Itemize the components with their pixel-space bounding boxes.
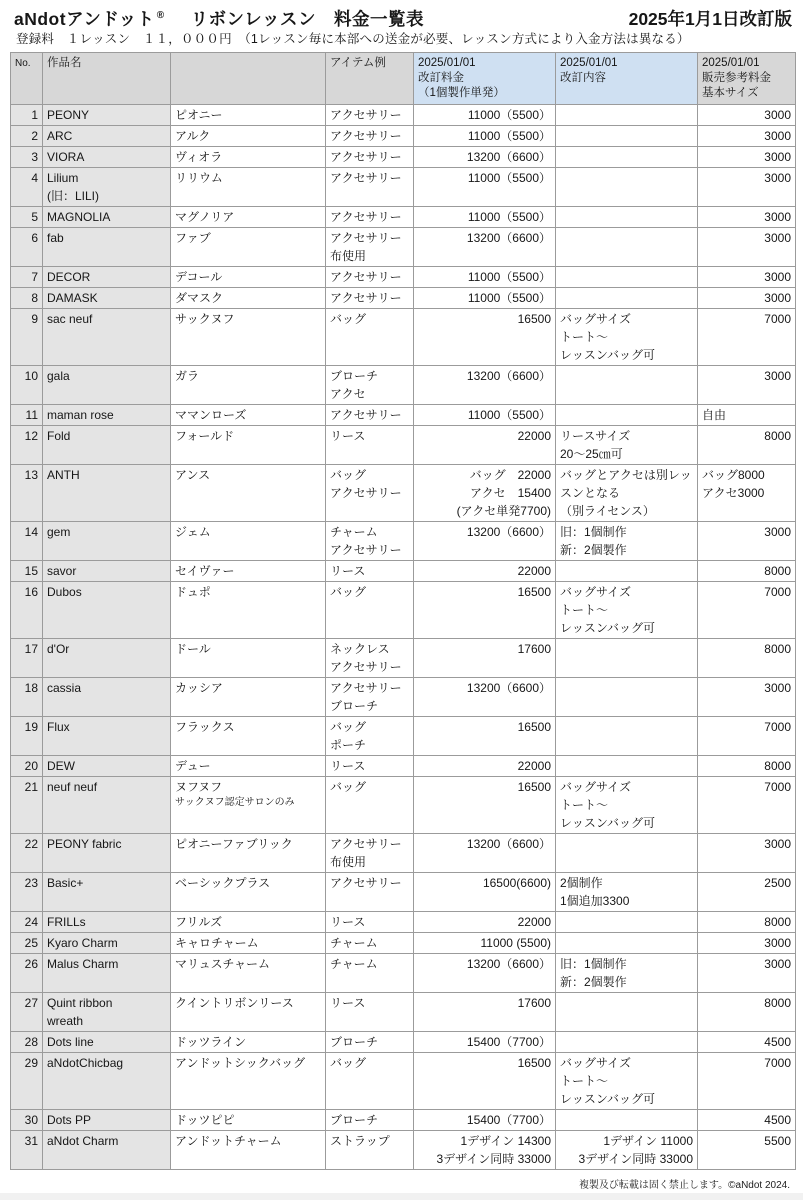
work-name-kana: セイヴァー — [171, 561, 326, 582]
revised-price: 11000（5500） — [414, 207, 556, 228]
revised-price: 11000 (5500) — [414, 933, 556, 954]
reference-price: 自由 — [698, 405, 796, 426]
work-name: maman rose — [43, 405, 171, 426]
work-name: Dots line — [43, 1032, 171, 1053]
row-number: 3 — [11, 147, 43, 168]
item-example: リース — [326, 912, 414, 933]
work-name-kana: ドール — [171, 639, 326, 678]
revision-content — [556, 126, 698, 147]
reference-price: 3000 — [698, 126, 796, 147]
revision-content — [556, 933, 698, 954]
copyright-note: 複製及び転載は固く禁止します。©aNdot 2024. — [578, 1180, 790, 1191]
row-number: 23 — [11, 873, 43, 912]
work-name-kana: リリウム — [171, 168, 326, 207]
work-name: Quint ribbon wreath — [43, 993, 171, 1032]
reference-price: 3000 — [698, 105, 796, 126]
reference-price: 8000 — [698, 912, 796, 933]
table-row — [11, 105, 796, 126]
item-example: バッグ ポーチ — [326, 717, 414, 756]
work-name: DEW — [43, 756, 171, 777]
row-number: 9 — [11, 309, 43, 366]
row-number: 14 — [11, 522, 43, 561]
revised-price: 13200（6600） — [414, 228, 556, 267]
col-header-no-label: No. — [15, 58, 31, 69]
work-name-kana: マグノリア — [171, 207, 326, 228]
revised-price: 15400（7700） — [414, 1110, 556, 1131]
revision-content — [556, 168, 698, 207]
reference-price: 7000 — [698, 777, 796, 834]
table-row — [11, 561, 796, 582]
revised-price: 15400（7700） — [414, 1032, 556, 1053]
reference-price: 8000 — [698, 639, 796, 678]
revised-price: 13200（6600） — [414, 954, 556, 993]
work-name-kana: ガラ — [171, 366, 326, 405]
row-number: 4 — [11, 168, 43, 207]
col-header-work-name — [43, 53, 171, 105]
revised-price: 16500 — [414, 309, 556, 366]
table-row — [11, 873, 796, 912]
work-name: d'Or — [43, 639, 171, 678]
reference-price: 3000 — [698, 168, 796, 207]
work-name-kana: キャロチャーム — [171, 933, 326, 954]
work-name: neuf neuf — [43, 777, 171, 834]
work-name-kana: ドッツピピ — [171, 1110, 326, 1131]
table-row — [11, 366, 796, 405]
revision-content: 1デザイン 11000 3デザイン同時 33000 — [556, 1131, 698, 1170]
work-name-kana: ママンローズ — [171, 405, 326, 426]
revised-price: 13200（6600） — [414, 366, 556, 405]
table-row — [11, 678, 796, 717]
item-example: アクセサリー — [326, 873, 414, 912]
reference-price: 3000 — [698, 933, 796, 954]
table-row — [11, 639, 796, 678]
revised-price: 22000 — [414, 561, 556, 582]
revision-content — [556, 366, 698, 405]
work-name-kana: ヴィオラ — [171, 147, 326, 168]
revised-price: 11000（5500） — [414, 288, 556, 309]
row-number: 18 — [11, 678, 43, 717]
revision-content: バッグサイズ トート～ レッスンバッグ可 — [556, 582, 698, 639]
reference-price: 8000 — [698, 561, 796, 582]
row-number: 26 — [11, 954, 43, 993]
reference-price: 3000 — [698, 678, 796, 717]
work-name: Malus Charm — [43, 954, 171, 993]
work-name: cassia — [43, 678, 171, 717]
col-header-work-name-kana — [171, 53, 326, 105]
revision-content — [556, 639, 698, 678]
work-name-kana: ベーシックプラス — [171, 873, 326, 912]
table-row — [11, 777, 796, 834]
work-name: PEONY — [43, 105, 171, 126]
row-number: 28 — [11, 1032, 43, 1053]
reference-price: 2500 — [698, 873, 796, 912]
work-name-kana: デュー — [171, 756, 326, 777]
row-number: 2 — [11, 126, 43, 147]
work-name-kana: アンドットシックバッグ — [171, 1053, 326, 1110]
item-example: リース — [326, 561, 414, 582]
item-example: アクセサリー — [326, 105, 414, 126]
revision-content — [556, 834, 698, 873]
table-row — [11, 993, 796, 1032]
price-table-body — [11, 105, 796, 1170]
reference-price: 3000 — [698, 522, 796, 561]
revision-content — [556, 678, 698, 717]
item-example: アクセサリー — [326, 147, 414, 168]
revision-content — [556, 228, 698, 267]
work-name: Dots PP — [43, 1110, 171, 1131]
reference-price: 8000 — [698, 756, 796, 777]
revision-content: 2個制作 1個追加3300 — [556, 873, 698, 912]
col-header-reference-price — [698, 53, 796, 105]
reference-price: 7000 — [698, 309, 796, 366]
registered-trademark-icon: ® — [156, 10, 165, 22]
revision-content — [556, 288, 698, 309]
item-example: アクセサリー ブローチ — [326, 678, 414, 717]
work-name-kana: デコール — [171, 267, 326, 288]
work-name-kana: ダマスク — [171, 288, 326, 309]
item-example: チャーム — [326, 933, 414, 954]
row-number: 20 — [11, 756, 43, 777]
row-number: 22 — [11, 834, 43, 873]
reference-price: バッグ8000 アクセ3000 — [698, 465, 796, 522]
work-name: aNdot Charm — [43, 1131, 171, 1170]
table-row — [11, 126, 796, 147]
col-header-revised-price-sub: （1個製作単発） — [418, 87, 505, 99]
work-name: Basic+ — [43, 873, 171, 912]
work-name: DAMASK — [43, 288, 171, 309]
row-number: 17 — [11, 639, 43, 678]
row-number: 30 — [11, 1110, 43, 1131]
row-number: 6 — [11, 228, 43, 267]
work-name-kana: フラックス — [171, 717, 326, 756]
document-header — [14, 6, 792, 31]
reference-price: 3000 — [698, 366, 796, 405]
table-row — [11, 1053, 796, 1110]
work-name-kana: ファブ — [171, 228, 326, 267]
work-name: Kyaro Charm — [43, 933, 171, 954]
table-row — [11, 288, 796, 309]
work-name: FRILLs — [43, 912, 171, 933]
work-name: Fold — [43, 426, 171, 465]
revised-price: 1デザイン 14300 3デザイン同時 33000 — [414, 1131, 556, 1170]
reference-price: 3000 — [698, 228, 796, 267]
work-name: Lilium (旧：LILI) — [43, 168, 171, 207]
work-name: Dubos — [43, 582, 171, 639]
row-number: 27 — [11, 993, 43, 1032]
reference-price: 7000 — [698, 717, 796, 756]
revision-content — [556, 756, 698, 777]
revision-content — [556, 912, 698, 933]
reference-price: 8000 — [698, 426, 796, 465]
revised-price: 16500 — [414, 582, 556, 639]
col-header-revision-content — [556, 53, 698, 105]
item-example: アクセサリー — [326, 267, 414, 288]
row-number: 8 — [11, 288, 43, 309]
table-row — [11, 522, 796, 561]
reference-price: 3000 — [698, 954, 796, 993]
col-header-reference-price-date: 2025/01/01 — [702, 57, 760, 69]
item-example: バッグ — [326, 777, 414, 834]
reference-price: 5500 — [698, 1131, 796, 1170]
revision-content: バッグとアクセは別レッ スンとなる （別ライセンス） — [556, 465, 698, 522]
table-row — [11, 756, 796, 777]
revised-price: 11000（5500） — [414, 126, 556, 147]
item-example: バッグ アクセサリー — [326, 465, 414, 522]
work-name-kana: アンス — [171, 465, 326, 522]
table-row — [11, 168, 796, 207]
item-example: バッグ — [326, 582, 414, 639]
reference-price: 4500 — [698, 1032, 796, 1053]
work-name-kana: アンドットチャーム — [171, 1131, 326, 1170]
revised-price: 22000 — [414, 756, 556, 777]
page-title — [14, 6, 424, 31]
work-name: aNdotChicbag — [43, 1053, 171, 1110]
table-row — [11, 465, 796, 522]
row-number: 31 — [11, 1131, 43, 1170]
col-header-revised-price-date: 2025/01/01 — [418, 57, 476, 69]
work-name: savor — [43, 561, 171, 582]
work-name-kana: ドュポ — [171, 582, 326, 639]
row-number: 29 — [11, 1053, 43, 1110]
item-example: アクセサリー — [326, 405, 414, 426]
revised-price: 22000 — [414, 426, 556, 465]
work-name: ANTH — [43, 465, 171, 522]
row-number: 25 — [11, 933, 43, 954]
item-example: ブローチ — [326, 1032, 414, 1053]
table-row — [11, 1032, 796, 1053]
table-row — [11, 267, 796, 288]
item-example: アクセサリー — [326, 207, 414, 228]
revision-date: 2025年1月1日改訂版 — [628, 9, 792, 29]
revision-content — [556, 717, 698, 756]
revised-price: 11000（5500） — [414, 405, 556, 426]
revised-price: 13200（6600） — [414, 147, 556, 168]
revision-content: バッグサイズ トート～ レッスンバッグ可 — [556, 309, 698, 366]
col-header-item-label: アイテム例 — [330, 57, 386, 69]
work-name: fab — [43, 228, 171, 267]
col-header-work-name-label: 作品名 — [47, 57, 82, 69]
item-example: ストラップ — [326, 1131, 414, 1170]
col-header-reference-price-label: 販売参考料金 — [702, 72, 771, 84]
work-name-kana: マリュスチャーム — [171, 954, 326, 993]
revised-price: 16500 — [414, 717, 556, 756]
revised-price: 13200（6600） — [414, 522, 556, 561]
col-header-revised-price — [414, 53, 556, 105]
work-name-kana: クイントリボンリース — [171, 993, 326, 1032]
work-name-kana: ドッツライン — [171, 1032, 326, 1053]
revision-content — [556, 1032, 698, 1053]
work-name: sac neuf — [43, 309, 171, 366]
col-header-revision-content-date: 2025/01/01 — [560, 57, 618, 69]
table-row — [11, 933, 796, 954]
item-example: アクセサリー — [326, 126, 414, 147]
item-example: バッグ — [326, 1053, 414, 1110]
row-number: 24 — [11, 912, 43, 933]
revision-content: バッグサイズ トート～ レッスンバッグ可 — [556, 777, 698, 834]
col-header-revision-content-label: 改訂内容 — [560, 72, 606, 84]
col-header-no — [11, 53, 43, 105]
bottom-edge-strip — [0, 1193, 803, 1200]
revision-content — [556, 105, 698, 126]
row-number: 21 — [11, 777, 43, 834]
col-header-revised-price-label: 改訂料金 — [418, 72, 464, 84]
item-example: リース — [326, 756, 414, 777]
price-table — [10, 52, 796, 1170]
table-row — [11, 1131, 796, 1170]
reference-price: 3000 — [698, 834, 796, 873]
revised-price: 11000（5500） — [414, 105, 556, 126]
row-number: 11 — [11, 405, 43, 426]
work-name: PEONY fabric — [43, 834, 171, 873]
revision-content: リースサイズ 20～25㎝可 — [556, 426, 698, 465]
reference-price: 3000 — [698, 267, 796, 288]
table-row — [11, 147, 796, 168]
work-name-kana: サックヌフ — [171, 309, 326, 366]
work-name: ARC — [43, 126, 171, 147]
work-name: gem — [43, 522, 171, 561]
revised-price: 13200（6600） — [414, 678, 556, 717]
row-number: 7 — [11, 267, 43, 288]
row-number: 15 — [11, 561, 43, 582]
header-row — [11, 53, 796, 105]
work-name-kana: フォールド — [171, 426, 326, 465]
revised-price: 16500(6600) — [414, 873, 556, 912]
item-example: リース — [326, 426, 414, 465]
revision-content: 旧：1個制作 新：2個製作 — [556, 522, 698, 561]
reference-price: 3000 — [698, 288, 796, 309]
table-row — [11, 582, 796, 639]
revised-price: 17600 — [414, 639, 556, 678]
revised-price: 11000（5500） — [414, 168, 556, 207]
item-example: アクセサリー — [326, 288, 414, 309]
row-number: 1 — [11, 105, 43, 126]
row-number: 16 — [11, 582, 43, 639]
row-number: 10 — [11, 366, 43, 405]
reference-price: 3000 — [698, 147, 796, 168]
work-name: MAGNOLIA — [43, 207, 171, 228]
work-name-kana: ピオニー — [171, 105, 326, 126]
item-example: ネックレス アクセサリー — [326, 639, 414, 678]
reference-price: 7000 — [698, 1053, 796, 1110]
revision-content — [556, 267, 698, 288]
revised-price: 22000 — [414, 912, 556, 933]
work-name: VIORA — [43, 147, 171, 168]
revision-content — [556, 993, 698, 1032]
item-example: チャーム — [326, 954, 414, 993]
reference-price: 3000 — [698, 207, 796, 228]
revised-price: バッグ 22000 アクセ 15400 (アクセ単発7700) — [414, 465, 556, 522]
col-header-reference-price-sub: 基本サイズ — [702, 87, 759, 99]
row-number: 12 — [11, 426, 43, 465]
work-name-kana: フリルズ — [171, 912, 326, 933]
item-example: アクセサリー — [326, 168, 414, 207]
registration-fee-note: 登録料 １レッスン １１，０００円 （1レッスン毎に本部への送金が必要、レッスン方式により入金方法は異なる） — [16, 32, 690, 46]
revision-content — [556, 1110, 698, 1131]
revised-price: 11000（5500） — [414, 267, 556, 288]
revised-price: 17600 — [414, 993, 556, 1032]
item-example: チャーム アクセサリー — [326, 522, 414, 561]
work-name: Flux — [43, 717, 171, 756]
reference-price: 7000 — [698, 582, 796, 639]
table-row — [11, 207, 796, 228]
revised-price: 16500 — [414, 777, 556, 834]
col-header-item-example — [326, 53, 414, 105]
reference-price: 8000 — [698, 993, 796, 1032]
revision-content — [556, 207, 698, 228]
item-example: リース — [326, 993, 414, 1032]
revision-content: バッグサイズ トート～ レッスンバッグ可 — [556, 1053, 698, 1110]
table-row — [11, 954, 796, 993]
row-number: 13 — [11, 465, 43, 522]
table-row — [11, 717, 796, 756]
revision-content — [556, 405, 698, 426]
table-row — [11, 912, 796, 933]
row-number: 19 — [11, 717, 43, 756]
revised-price: 16500 — [414, 1053, 556, 1110]
table-row — [11, 405, 796, 426]
table-row — [11, 834, 796, 873]
table-row — [11, 309, 796, 366]
item-example: バッグ — [326, 309, 414, 366]
table-row — [11, 1110, 796, 1131]
brand-name: aNdotアンドット — [14, 9, 155, 29]
reference-price: 4500 — [698, 1110, 796, 1131]
work-name: DECOR — [43, 267, 171, 288]
work-name-kana: ピオニーファブリック — [171, 834, 326, 873]
page-title-rest: リボンレッスン 料金一覧表 — [190, 9, 424, 29]
revision-content — [556, 147, 698, 168]
work-name-kana: ジェム — [171, 522, 326, 561]
table-row — [11, 228, 796, 267]
item-example: アクセサリー 布使用 — [326, 834, 414, 873]
work-name-kana: アルク — [171, 126, 326, 147]
work-name: gala — [43, 366, 171, 405]
work-name-kana: ヌフヌフ サックヌフ認定サロンのみ — [171, 777, 326, 834]
work-name-kana: カッシア — [171, 678, 326, 717]
revised-price: 13200（6600） — [414, 834, 556, 873]
item-example: ブローチ アクセ — [326, 366, 414, 405]
item-example: アクセサリー 布使用 — [326, 228, 414, 267]
revision-content: 旧：1個制作 新：2個製作 — [556, 954, 698, 993]
item-example: ブローチ — [326, 1110, 414, 1131]
revision-content — [556, 561, 698, 582]
table-row — [11, 426, 796, 465]
row-number: 5 — [11, 207, 43, 228]
